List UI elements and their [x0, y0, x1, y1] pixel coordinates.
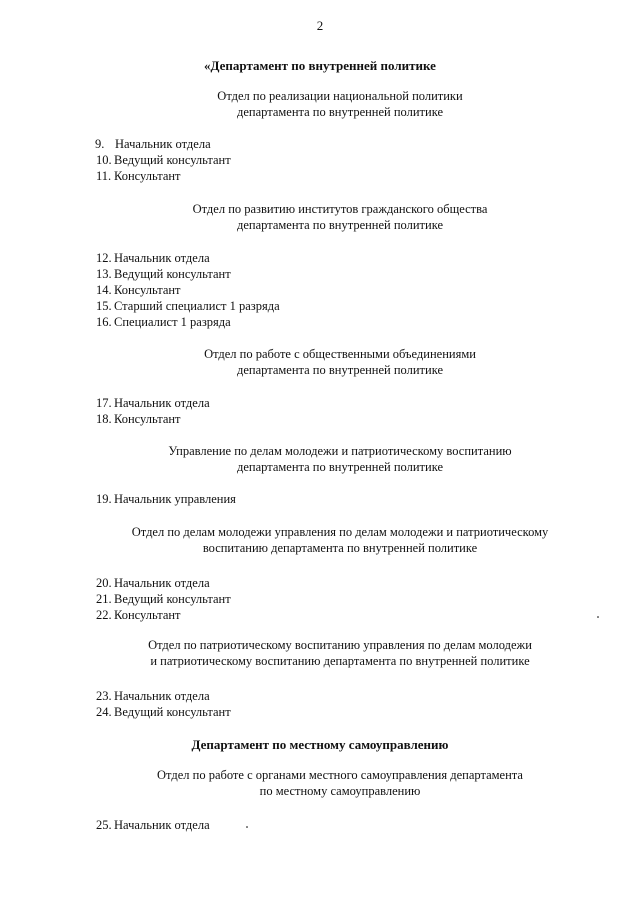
division-heading-line: по местному самоуправлению — [259, 784, 421, 798]
item-number: 12. — [96, 251, 112, 265]
list-item — [96, 250, 280, 266]
scan-speck — [246, 826, 248, 828]
position-list — [96, 817, 210, 833]
list-item — [96, 607, 231, 623]
item-number: 17. — [96, 396, 112, 410]
item-number: 15. — [96, 299, 112, 313]
list-item — [96, 266, 280, 282]
division-heading — [60, 637, 620, 669]
position-list — [96, 395, 210, 427]
list-item — [96, 491, 236, 507]
division-heading-line: и патриотическому воспитанию департамента по внутренней политике — [150, 654, 530, 668]
item-number: 16. — [96, 315, 112, 329]
item-label: Начальник отдела — [114, 818, 210, 832]
division-heading-line: Управление по делам молодежи и патриотическому воспитанию — [168, 444, 512, 458]
item-number: 21. — [96, 592, 112, 606]
list-item — [96, 688, 231, 704]
list-item — [96, 591, 231, 607]
page-number: 2 — [316, 18, 324, 33]
item-label: Ведущий консультант — [114, 267, 231, 281]
item-label: Ведущий консультант — [114, 705, 231, 719]
item-label: Консультант — [114, 169, 181, 183]
list-item — [96, 136, 231, 152]
item-number: 10. — [96, 153, 112, 167]
item-label: Начальник управления — [114, 492, 236, 506]
list-item — [96, 298, 280, 314]
division-heading-line: воспитанию департамента по внутренней политике — [202, 541, 478, 555]
division-heading-line: Отдел по работе с органами местного самоуправления департамента — [157, 768, 523, 782]
item-label: Ведущий консультант — [114, 592, 231, 606]
division-heading-line: Отдел по патриотическому воспитанию управления по делам молодежи — [148, 638, 532, 652]
list-item — [96, 282, 280, 298]
division-heading-line: департамента по внутренней политике — [236, 363, 444, 377]
position-list — [96, 250, 280, 330]
position-list — [96, 136, 231, 184]
position-list — [96, 575, 231, 623]
item-number: 24. — [96, 705, 112, 719]
department-title: Департамент по местному самоуправлению — [191, 737, 449, 752]
item-label: Начальник отдела — [114, 576, 210, 590]
division-heading-line: Отдел по развитию институтов гражданского общества — [192, 202, 488, 216]
position-list — [96, 491, 236, 507]
list-item — [96, 411, 210, 427]
department-title: «Департамент по внутренней политике — [204, 58, 436, 73]
item-number: 19. — [96, 492, 112, 506]
item-label: Начальник отдела — [114, 251, 210, 265]
division-heading — [60, 201, 620, 233]
scan-speck — [597, 616, 599, 618]
list-item — [96, 817, 210, 833]
division-heading-line: Отдел по реализации национальной политики — [217, 89, 463, 103]
division-heading-line: Отдел по делам молодежи управления по делам молодежи и патриотическому — [131, 525, 549, 539]
item-number: 11. — [96, 169, 112, 183]
item-label: Специалист 1 разряда — [114, 315, 231, 329]
list-item — [96, 314, 280, 330]
item-label: Консультант — [114, 283, 181, 297]
division-heading-line: департамента по внутренней политике — [236, 105, 444, 119]
item-number: 25. — [96, 818, 112, 832]
list-item — [96, 575, 231, 591]
item-label: Консультант — [114, 608, 181, 622]
item-number: 20. — [96, 576, 112, 590]
division-heading-line: департамента по внутренней политике — [236, 460, 444, 474]
item-number: 13. — [96, 267, 112, 281]
item-number: 9. — [95, 137, 105, 151]
division-heading — [60, 346, 620, 378]
list-item — [96, 168, 231, 184]
item-number: 22. — [96, 608, 112, 622]
item-label: Начальник отдела — [115, 137, 211, 151]
item-label: Начальник отдела — [114, 396, 210, 410]
item-number: 23. — [96, 689, 112, 703]
item-number: 14. — [96, 283, 112, 297]
item-number: 18. — [96, 412, 112, 426]
division-heading-line: Отдел по работе с общественными объединениями — [204, 347, 476, 361]
division-heading-line: департамента по внутренней политике — [236, 218, 444, 232]
list-item — [96, 395, 210, 411]
position-list — [96, 688, 231, 720]
division-heading — [60, 88, 620, 120]
division-heading — [60, 767, 620, 799]
item-label: Старший специалист 1 разряда — [114, 299, 280, 313]
list-item — [96, 152, 231, 168]
item-label: Начальник отдела — [114, 689, 210, 703]
division-heading — [60, 524, 620, 556]
list-item — [96, 704, 231, 720]
division-heading — [60, 443, 620, 475]
item-label: Консультант — [114, 412, 181, 426]
item-label: Ведущий консультант — [114, 153, 231, 167]
